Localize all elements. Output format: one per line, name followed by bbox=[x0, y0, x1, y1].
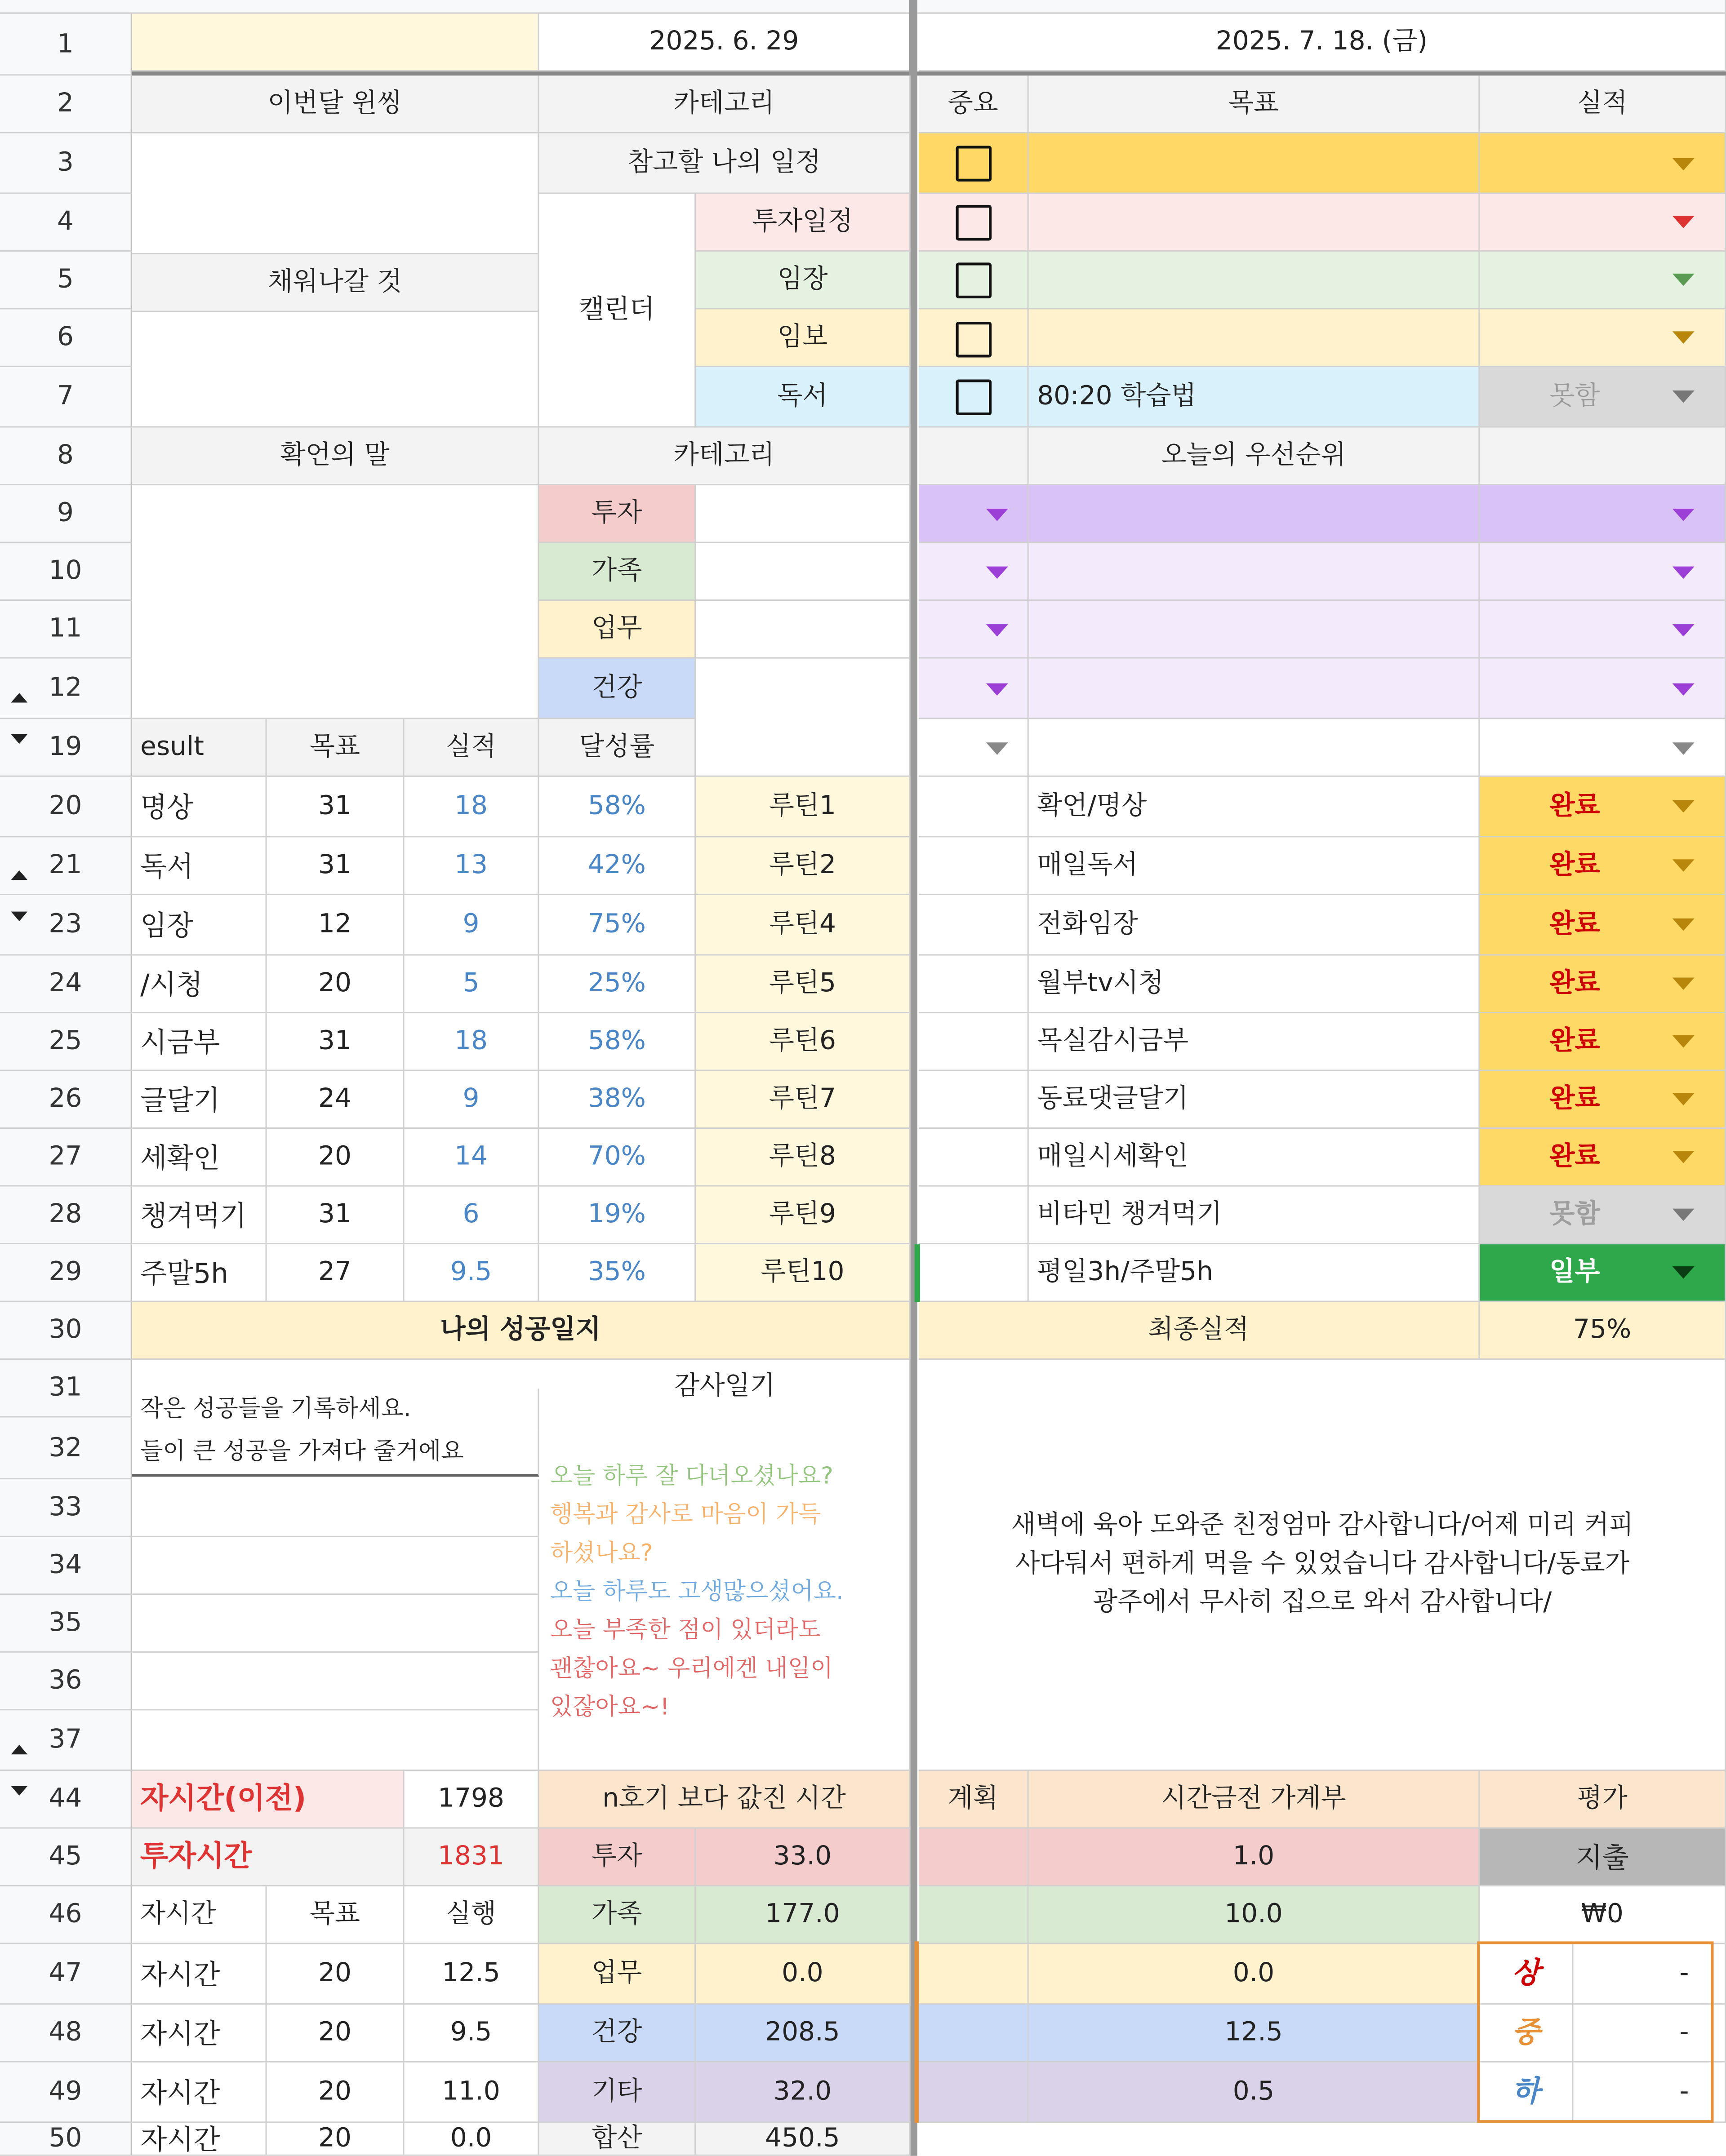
routine-status[interactable]: 완료 bbox=[1480, 837, 1726, 895]
row-number: 9 bbox=[0, 485, 132, 543]
ledger-highlight-edge bbox=[915, 1941, 919, 2123]
routine-status-dropdown-icon[interactable] bbox=[1673, 859, 1695, 872]
grade-label: 하 bbox=[1480, 2063, 1573, 2123]
invest-row-name: 자시간 bbox=[132, 2123, 267, 2156]
routine-status[interactable]: 완료 bbox=[1480, 895, 1726, 956]
row19-goal[interactable] bbox=[1029, 719, 1480, 777]
priority-blank bbox=[919, 428, 1029, 486]
time-category: 업무 bbox=[539, 1944, 696, 2005]
monthly-win-cell[interactable] bbox=[132, 133, 539, 254]
col-important: 중요 bbox=[919, 75, 1029, 133]
routine-check-item[interactable]: 전화임장 bbox=[1029, 895, 1480, 956]
collapse-down-icon[interactable] bbox=[11, 912, 27, 921]
collapse-down-icon[interactable] bbox=[11, 734, 27, 744]
row-number: 48 bbox=[0, 2005, 132, 2063]
routine-tag: 루틴1 bbox=[696, 777, 910, 838]
row-number: 4 bbox=[0, 194, 132, 252]
invest-row-name: 자시간 bbox=[132, 1944, 267, 2005]
collapse-down-icon[interactable] bbox=[11, 1786, 27, 1796]
row-number: 20 bbox=[0, 777, 132, 838]
success-row-35[interactable] bbox=[132, 1595, 539, 1653]
row-number: 44 bbox=[0, 1771, 132, 1829]
checkbox-6[interactable] bbox=[956, 322, 992, 358]
row-number: 28 bbox=[0, 1187, 132, 1245]
routine-goal: 27 bbox=[267, 1244, 405, 1302]
expense-value[interactable]: ₩0 bbox=[1480, 1886, 1726, 1944]
invest-row-actual: 11.0 bbox=[405, 2063, 539, 2123]
routine-goal: 12 bbox=[267, 895, 405, 956]
routine-goal: 31 bbox=[267, 837, 405, 895]
priority-3-result-dropdown-icon[interactable] bbox=[1673, 624, 1695, 637]
category-work-value[interactable] bbox=[696, 601, 910, 659]
priority-4-cat[interactable] bbox=[919, 659, 1029, 719]
routine-rate: 19% bbox=[539, 1187, 696, 1245]
gratitude-prompt-line: 하셨나요? bbox=[550, 1539, 653, 1568]
priority-blank-2 bbox=[1480, 428, 1726, 486]
routine-actual: 9 bbox=[405, 1071, 539, 1129]
row-number: 36 bbox=[0, 1653, 132, 1711]
calendar-reading[interactable]: 독서 bbox=[696, 367, 910, 428]
row-number: 27 bbox=[0, 1129, 132, 1187]
expand-up-icon[interactable] bbox=[11, 693, 27, 702]
routine-tag: 루틴6 bbox=[696, 1013, 910, 1071]
calendar-imbo[interactable]: 임보 bbox=[696, 309, 910, 367]
date-left[interactable]: 2025. 6. 29 bbox=[539, 14, 910, 72]
routine-actual: 14 bbox=[405, 1129, 539, 1187]
routine-header-rate: 달성률 bbox=[539, 719, 696, 777]
invest-total-value: 1831 bbox=[405, 1829, 539, 1887]
dropdown-3-icon[interactable] bbox=[1673, 158, 1695, 171]
routine-status-dropdown-icon[interactable] bbox=[1673, 800, 1695, 813]
checkbox-4[interactable] bbox=[956, 205, 992, 241]
invest-row-actual: 0.0 bbox=[405, 2123, 539, 2156]
my-schedule-label: 참고할 나의 일정 bbox=[539, 133, 910, 194]
row-number: 45 bbox=[0, 1829, 132, 1887]
invest-header-goal: 목표 bbox=[267, 1886, 405, 1944]
row-number: 47 bbox=[0, 1944, 132, 2005]
gratitude-entry-line: 사다둬서 편하게 먹을 수 있었습니다 감사합니다/동료가 bbox=[1015, 1549, 1630, 1579]
routine-name: /시청 bbox=[132, 956, 267, 1014]
grade-label: 중 bbox=[1480, 2005, 1573, 2063]
priority-1-result-dropdown-icon[interactable] bbox=[1673, 509, 1695, 521]
routine-name: 임장 bbox=[132, 895, 267, 956]
row-number: 11 bbox=[0, 601, 132, 659]
routine-status-dropdown-icon[interactable] bbox=[1673, 1035, 1695, 1048]
partial-accent bbox=[915, 1244, 920, 1302]
routine-check-cat[interactable] bbox=[919, 1187, 1029, 1245]
affirmation-cell[interactable] bbox=[132, 485, 539, 719]
gratitude-entry-line: 광주에서 무사히 집으로 와서 감사합니다/ bbox=[1093, 1588, 1552, 1617]
invest-header-actual: 실행 bbox=[405, 1886, 539, 1944]
row-number: 25 bbox=[0, 1013, 132, 1071]
ledger-col-plan: 계획 bbox=[919, 1771, 1029, 1829]
routine-check-item[interactable]: 매일독서 bbox=[1029, 837, 1480, 895]
priority-4-result-dropdown-icon[interactable] bbox=[1673, 683, 1695, 696]
time-category: 합산 bbox=[539, 2123, 696, 2156]
routine-check-cat[interactable] bbox=[919, 777, 1029, 838]
routine-check-item[interactable]: 동료댓글달기 bbox=[1029, 1071, 1480, 1129]
expand-up-icon[interactable] bbox=[11, 870, 27, 880]
row-number: 1 bbox=[0, 14, 132, 76]
routine-name: 챙겨먹기 bbox=[132, 1187, 267, 1245]
row-number: 23 bbox=[0, 895, 132, 956]
priority-2-cat[interactable] bbox=[919, 543, 1029, 601]
time-category: 투자 bbox=[539, 1829, 696, 1887]
ledger-col-eval: 평가 bbox=[1480, 1771, 1726, 1829]
row-number: 29 bbox=[0, 1244, 132, 1302]
col-goal: 목표 bbox=[1029, 75, 1480, 133]
category-invest: 투자 bbox=[539, 485, 696, 543]
grade-highlight bbox=[1477, 1941, 1713, 2123]
ledger-value[interactable]: 10.0 bbox=[1029, 1886, 1480, 1944]
ledger-value[interactable]: 0.0 bbox=[1029, 1944, 1480, 2005]
priority-header: 오늘의 우선순위 bbox=[1029, 428, 1480, 486]
priority-3-cat[interactable] bbox=[919, 601, 1029, 659]
routine-check-cat[interactable] bbox=[919, 837, 1029, 895]
dropdown-6-icon[interactable] bbox=[1673, 331, 1695, 344]
row19-result-dropdown-icon[interactable] bbox=[1673, 742, 1695, 755]
routine-actual: 18 bbox=[405, 1013, 539, 1071]
priority-3-cat-dropdown-icon[interactable] bbox=[986, 624, 1008, 637]
success-row-36[interactable] bbox=[132, 1653, 539, 1711]
routine-actual: 13 bbox=[405, 837, 539, 895]
routine-status[interactable]: 완료 bbox=[1480, 777, 1726, 838]
time-category: 건강 bbox=[539, 2005, 696, 2063]
fill-label: 채워나갈 것 bbox=[132, 254, 539, 312]
routine-tag: 루틴7 bbox=[696, 1071, 910, 1129]
gratitude-prompt-line: 오늘 부족한 점이 있더라도 bbox=[550, 1617, 821, 1645]
row-number: 46 bbox=[0, 1886, 132, 1944]
routine-actual: 18 bbox=[405, 777, 539, 838]
calendar-imjang[interactable]: 임장 bbox=[696, 252, 910, 310]
routine-tag: 루틴4 bbox=[696, 895, 910, 956]
calendar-label: 캘린더 bbox=[539, 194, 696, 427]
priority-2-result-dropdown-icon[interactable] bbox=[1673, 567, 1695, 579]
priority-2-cat-dropdown-icon[interactable] bbox=[986, 567, 1008, 579]
invest-row-actual: 9.5 bbox=[405, 2005, 539, 2063]
routine-goal: 24 bbox=[267, 1071, 405, 1129]
time-value: 208.5 bbox=[696, 2005, 910, 2063]
routine-actual: 9.5 bbox=[405, 1244, 539, 1302]
time-value: 450.5 bbox=[696, 2123, 910, 2156]
priority-1-cat-dropdown-icon[interactable] bbox=[986, 509, 1008, 521]
routine-rate: 35% bbox=[539, 1244, 696, 1302]
ledger-value[interactable]: 0.5 bbox=[1029, 2063, 1480, 2123]
invest-prev-label: 자시간(이전) bbox=[132, 1771, 405, 1829]
category-invest-value[interactable] bbox=[696, 485, 910, 543]
success-journal-label: 나의 성공일지 bbox=[132, 1302, 911, 1360]
invest-row-goal: 20 bbox=[267, 2063, 405, 2123]
routine-status-dropdown-icon[interactable] bbox=[1673, 1151, 1695, 1163]
time-value: 177.0 bbox=[696, 1886, 910, 1944]
routine-rate: 70% bbox=[539, 1129, 696, 1187]
routine-check-item[interactable]: 평일3h/주말5h bbox=[1029, 1244, 1480, 1302]
routine-name: 주말5h bbox=[132, 1244, 267, 1302]
gratitude-prompt-line: 오늘 하루 잘 다녀오셨나요? bbox=[550, 1463, 833, 1491]
row-number: 49 bbox=[0, 2063, 132, 2123]
row-number: 5 bbox=[0, 252, 132, 310]
priority-4-cat-dropdown-icon[interactable] bbox=[986, 683, 1008, 696]
routine-tag: 루틴10 bbox=[696, 1244, 910, 1302]
routine-status[interactable]: 완료 bbox=[1480, 1129, 1726, 1187]
row-number: 3 bbox=[0, 133, 132, 194]
row-number: 24 bbox=[0, 956, 132, 1014]
ledger-plan[interactable] bbox=[919, 2005, 1029, 2063]
routine-actual: 5 bbox=[405, 956, 539, 1014]
affirmation-label: 확언의 말 bbox=[132, 428, 539, 486]
ledger-plan[interactable] bbox=[919, 1944, 1029, 2005]
column-header-strip bbox=[0, 0, 1726, 14]
final-result-value[interactable]: 75% bbox=[1480, 1302, 1726, 1360]
routine-goal: 31 bbox=[267, 1187, 405, 1245]
invest-header-name: 자시간 bbox=[132, 1886, 267, 1944]
final-result-label: 최종실적 bbox=[919, 1302, 1480, 1360]
routine-status[interactable]: 못함 bbox=[1480, 1187, 1726, 1245]
header-divider bbox=[132, 71, 1726, 75]
routine-status[interactable]: 일부 bbox=[1480, 1244, 1726, 1302]
routine-status[interactable]: 완료 bbox=[1480, 956, 1726, 1014]
routine-check-cat[interactable] bbox=[919, 895, 1029, 956]
row19-cat[interactable] bbox=[919, 719, 1029, 777]
fill-cell[interactable] bbox=[132, 312, 539, 428]
gratitude-prompt-line: 괜찮아요~ 우리에겐 내일이 bbox=[550, 1655, 833, 1683]
routine-name: 세확인 bbox=[132, 1129, 267, 1187]
category-family-value[interactable] bbox=[696, 543, 910, 601]
routine-status[interactable]: 완료 bbox=[1480, 1071, 1726, 1129]
priority-4-goal[interactable] bbox=[1029, 659, 1480, 719]
grade-value[interactable]: - bbox=[1573, 1944, 1726, 2005]
dropdown-4-icon[interactable] bbox=[1673, 216, 1695, 228]
priority-2-goal[interactable] bbox=[1029, 543, 1480, 601]
routine-tag: 루틴8 bbox=[696, 1129, 910, 1187]
routine-goal: 20 bbox=[267, 1129, 405, 1187]
row-number: 19 bbox=[0, 719, 132, 777]
routine-actual: 9 bbox=[405, 895, 539, 956]
invest-row-name: 자시간 bbox=[132, 2063, 267, 2123]
routine-status-dropdown-icon[interactable] bbox=[1673, 1266, 1695, 1279]
category-health-value[interactable] bbox=[696, 659, 910, 777]
priority-3-goal[interactable] bbox=[1029, 601, 1480, 659]
routine-name: 글달기 bbox=[132, 1071, 267, 1129]
dropdown-7-icon[interactable] bbox=[1673, 390, 1695, 403]
routine-rate: 58% bbox=[539, 1013, 696, 1071]
ledger-value[interactable]: 12.5 bbox=[1029, 2005, 1480, 2063]
gratitude-prompt-line: 있잖아요~! bbox=[550, 1694, 670, 1721]
success-row-33[interactable] bbox=[132, 1479, 539, 1537]
calendar-invest[interactable]: 투자일정 bbox=[696, 194, 910, 252]
grade-value[interactable]: - bbox=[1573, 2005, 1726, 2063]
success-note-2: 들이 큰 성공을 가져다 줄거에요 bbox=[132, 1430, 539, 1477]
routine-status-dropdown-icon[interactable] bbox=[1673, 1209, 1695, 1221]
invest-prev-value: 1798 bbox=[405, 1771, 539, 1829]
time-value: 0.0 bbox=[696, 1944, 910, 2005]
category-health: 건강 bbox=[539, 659, 696, 719]
routine-name: 명상 bbox=[132, 777, 267, 838]
success-row-34[interactable] bbox=[132, 1537, 539, 1595]
priority-1-goal[interactable] bbox=[1029, 485, 1480, 543]
row-number: 21 bbox=[0, 837, 132, 895]
row-number: 34 bbox=[0, 1537, 132, 1595]
invest-total-label: 투자시간 bbox=[132, 1829, 405, 1887]
gratitude-prompt-line: 오늘 하루도 고생많으셨어요. bbox=[550, 1578, 844, 1606]
ledger-plan[interactable] bbox=[919, 1886, 1029, 1944]
gratitude-prompt-line: 행복과 감사로 마음이 가득 bbox=[550, 1501, 821, 1529]
grade-value[interactable]: - bbox=[1573, 2063, 1726, 2123]
ledger-plan[interactable] bbox=[919, 2063, 1029, 2123]
category-header: 카테고리 bbox=[539, 75, 910, 133]
row-number: 33 bbox=[0, 1479, 132, 1537]
routine-tag: 루틴5 bbox=[696, 956, 910, 1014]
header-blank[interactable] bbox=[132, 14, 539, 72]
routine-check-item[interactable]: 목실감시금부 bbox=[1029, 1013, 1480, 1071]
row-number: 26 bbox=[0, 1071, 132, 1129]
time-category: 가족 bbox=[539, 1886, 696, 1944]
expand-up-icon[interactable] bbox=[11, 1745, 27, 1754]
routine-tag: 루틴9 bbox=[696, 1187, 910, 1245]
gratitude-entry-line: 새벽에 육아 도와준 친정엄마 감사합니다/어제 미리 커피 bbox=[1011, 1511, 1634, 1540]
routine-status-dropdown-icon[interactable] bbox=[1673, 918, 1695, 931]
time-value: 33.0 bbox=[696, 1829, 910, 1887]
routine-name: 독서 bbox=[132, 837, 267, 895]
row-number: 37 bbox=[0, 1710, 132, 1771]
row-number: 8 bbox=[0, 428, 132, 486]
routine-check-item[interactable]: 월부tv시청 bbox=[1029, 956, 1480, 1014]
grade-label: 상 bbox=[1480, 1944, 1573, 2005]
success-note-1: 작은 성공들을 기록하세요. bbox=[132, 1389, 539, 1430]
invest-row-goal: 20 bbox=[267, 2123, 405, 2156]
routine-check-item[interactable]: 확언/명상 bbox=[1029, 777, 1480, 838]
goal-cell-7[interactable]: 80:20 학습법 bbox=[1029, 367, 1480, 428]
result-cell-7[interactable]: 못함 bbox=[1480, 367, 1726, 428]
routine-check-item[interactable]: 비타민 챙겨먹기 bbox=[1029, 1187, 1480, 1245]
row-number: 6 bbox=[0, 309, 132, 367]
gratitude-label: 감사일기 bbox=[674, 1371, 775, 1401]
row-number: 35 bbox=[0, 1595, 132, 1653]
routine-check-cat[interactable] bbox=[919, 1013, 1029, 1071]
goal-cell-4[interactable] bbox=[1029, 194, 1480, 252]
routine-header-goal: 목표 bbox=[267, 719, 405, 777]
monthly-win-label: 이번달 윈씽 bbox=[132, 75, 539, 133]
success-row-37[interactable] bbox=[132, 1710, 539, 1771]
routine-name: 시금부 bbox=[132, 1013, 267, 1071]
routine-check-item[interactable]: 매일시세확인 bbox=[1029, 1129, 1480, 1187]
routine-status-dropdown-icon[interactable] bbox=[1673, 978, 1695, 990]
routine-status[interactable]: 완료 bbox=[1480, 1013, 1726, 1071]
checkbox-7[interactable] bbox=[956, 380, 992, 416]
routine-check-cat[interactable] bbox=[919, 956, 1029, 1014]
row-number: 12 bbox=[0, 659, 132, 719]
routine-goal: 31 bbox=[267, 1013, 405, 1071]
ledger-value[interactable]: 1.0 bbox=[1029, 1829, 1480, 1887]
routine-check-cat[interactable] bbox=[919, 1071, 1029, 1129]
routine-rate: 75% bbox=[539, 895, 696, 956]
row19-cat-dropdown-icon[interactable] bbox=[986, 742, 1008, 755]
invest-row-actual: 12.5 bbox=[405, 1944, 539, 2005]
category-work: 업무 bbox=[539, 601, 696, 659]
routine-header-result: esult bbox=[132, 719, 267, 777]
routine-rate: 25% bbox=[539, 956, 696, 1014]
dropdown-5-icon[interactable] bbox=[1673, 274, 1695, 286]
checkbox-5[interactable] bbox=[956, 262, 992, 298]
col-result: 실적 bbox=[1480, 75, 1726, 133]
date-right[interactable]: 2025. 7. 18. (금) bbox=[919, 14, 1726, 72]
routine-actual: 6 bbox=[405, 1187, 539, 1245]
row-number: 50 bbox=[0, 2123, 132, 2156]
routine-goal: 20 bbox=[267, 956, 405, 1014]
category-family: 가족 bbox=[539, 543, 696, 601]
routine-status-dropdown-icon[interactable] bbox=[1673, 1093, 1695, 1106]
checkbox-3[interactable] bbox=[956, 146, 992, 182]
routine-rate: 38% bbox=[539, 1071, 696, 1129]
expense-label: 지출 bbox=[1480, 1829, 1726, 1887]
routine-check-cat[interactable] bbox=[919, 1129, 1029, 1187]
goal-cell-6[interactable] bbox=[1029, 309, 1480, 367]
row-number: 30 bbox=[0, 1302, 132, 1360]
ledger-col-title: 시간금전 가계부 bbox=[1029, 1771, 1480, 1829]
time-value: 32.0 bbox=[696, 2063, 910, 2123]
routine-rate: 42% bbox=[539, 837, 696, 895]
category-header-2: 카테고리 bbox=[539, 428, 910, 486]
routine-header-actual: 실적 bbox=[405, 719, 539, 777]
goal-cell-5[interactable] bbox=[1029, 252, 1480, 310]
priority-1-cat[interactable] bbox=[919, 485, 1029, 543]
row-number: 7 bbox=[0, 367, 132, 428]
row-number: 2 bbox=[0, 75, 132, 133]
time-category: 기타 bbox=[539, 2063, 696, 2123]
routine-rate: 58% bbox=[539, 777, 696, 838]
goal-cell-3[interactable] bbox=[1029, 133, 1480, 194]
row-number: 32 bbox=[0, 1418, 132, 1480]
routine-check-cat[interactable] bbox=[919, 1244, 1029, 1302]
invest-row-name: 자시간 bbox=[132, 2005, 267, 2063]
ledger-plan[interactable] bbox=[919, 1829, 1029, 1887]
invest-row-goal: 20 bbox=[267, 1944, 405, 2005]
invest-row-goal: 20 bbox=[267, 2005, 405, 2063]
routine-goal: 31 bbox=[267, 777, 405, 838]
routine-tag: 루틴2 bbox=[696, 837, 910, 895]
time-header: n호기 보다 값진 시간 bbox=[539, 1771, 910, 1829]
row-number: 31 bbox=[0, 1360, 132, 1418]
row-number: 10 bbox=[0, 543, 132, 601]
